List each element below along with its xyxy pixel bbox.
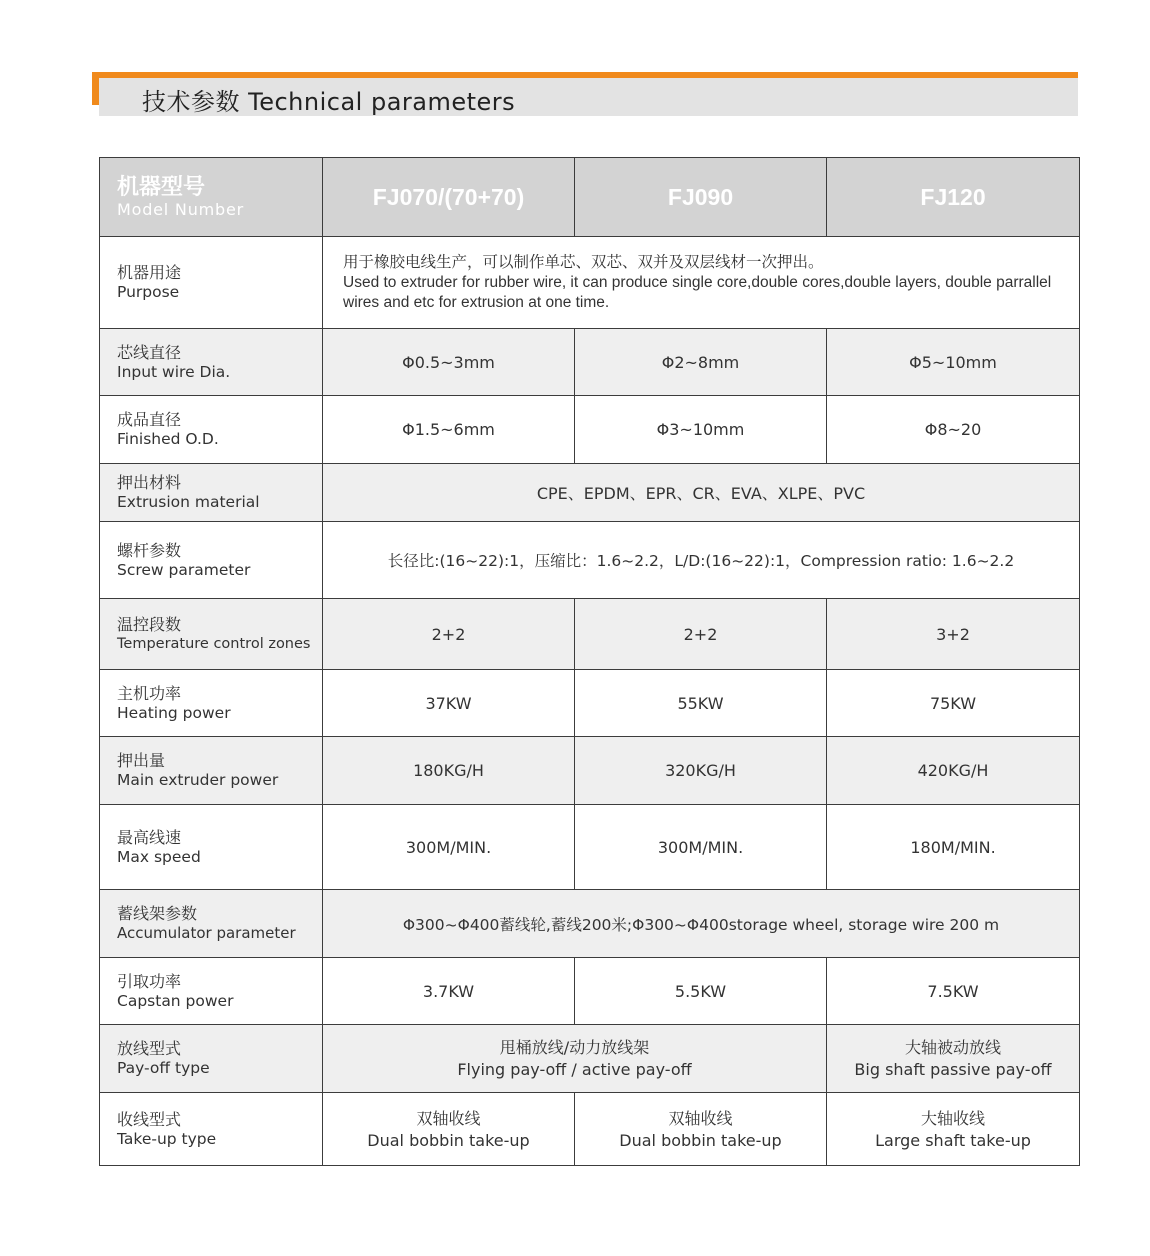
row-label-zh: 引取功率 xyxy=(117,971,182,991)
row-value: 2+2 xyxy=(575,599,827,670)
row-value-span xyxy=(323,237,1080,329)
row-label-zh: 温控段数 xyxy=(117,614,182,634)
table-row xyxy=(100,958,1080,1025)
payoff-last-en: Big shaft passive pay-off xyxy=(854,1060,1052,1079)
row-label-en: Pay-off type xyxy=(117,1059,210,1077)
row-value: Φ0.5~3mm xyxy=(323,329,575,396)
row-label xyxy=(100,1093,323,1166)
payoff-en: Flying pay-off / active pay-off xyxy=(457,1060,692,1079)
row-label xyxy=(100,329,323,396)
table-row xyxy=(100,890,1080,958)
row-label-zh: 蓄线架参数 xyxy=(117,904,198,923)
row-label xyxy=(100,737,323,805)
row-label-zh: 成品直径 xyxy=(117,410,182,429)
row-label-en: Take-up type xyxy=(117,1129,217,1148)
takeup-zh: 大轴收线 xyxy=(920,1108,985,1128)
row-label xyxy=(100,805,323,890)
row-value: Φ8~20 xyxy=(827,396,1080,464)
row-value: 300M/MIN. xyxy=(575,805,827,890)
row-value xyxy=(827,1093,1080,1166)
table-row xyxy=(100,599,1080,670)
table-row xyxy=(100,522,1080,599)
takeup-zh: 双轴收线 xyxy=(668,1108,733,1128)
row-label xyxy=(100,599,323,670)
row-value xyxy=(323,1093,575,1166)
row-value: 3.7KW xyxy=(323,958,575,1025)
row-label-en: Accumulator parameter xyxy=(117,924,296,942)
header-label-cell xyxy=(100,158,323,237)
row-label xyxy=(100,237,323,329)
row-value: 180KG/H xyxy=(323,737,575,805)
row-label xyxy=(100,670,323,737)
row-label-en: Input wire Dia. xyxy=(117,362,231,381)
row-value-span: Φ300~Φ400蓄线轮,蓄线200米;Φ300~Φ400storage wheel, storage wire 200 m xyxy=(323,890,1080,958)
table-row xyxy=(100,396,1080,464)
purpose-zh: 用于橡胶电线生产，可以制作单芯、双芯、双并及双层线材一次押出。 xyxy=(343,253,824,271)
page-title: 技术参数 Technical parameters xyxy=(142,88,516,116)
row-value: 5.5KW xyxy=(575,958,827,1025)
row-label-en: Capstan power xyxy=(117,991,234,1010)
row-value: 300M/MIN. xyxy=(323,805,575,890)
row-label-zh: 机器用途 xyxy=(117,263,182,282)
row-value: Φ2~8mm xyxy=(575,329,827,396)
row-label-zh: 放线型式 xyxy=(117,1039,182,1058)
row-label-en: Temperature control zones xyxy=(117,635,311,652)
row-value: Φ3~10mm xyxy=(575,396,827,464)
row-value: 180M/MIN. xyxy=(827,805,1080,890)
table-row xyxy=(100,1025,1080,1093)
row-label-zh: 押出材料 xyxy=(117,473,182,492)
row-label-zh: 螺杆参数 xyxy=(117,540,182,560)
table-row xyxy=(100,464,1080,522)
section-title-bar xyxy=(92,72,1078,116)
model-header-3: FJ120 xyxy=(827,158,1080,237)
row-value: 3+2 xyxy=(827,599,1080,670)
row-label xyxy=(100,396,323,464)
row-label xyxy=(100,890,323,958)
row-value-span: CPE、EPDM、EPR、CR、EVA、XLPE、PVC xyxy=(323,464,1080,522)
row-value: 420KG/H xyxy=(827,737,1080,805)
row-value-pair xyxy=(323,1025,827,1093)
header-label-zh: 机器型号 xyxy=(117,175,206,200)
row-label-en: Screw parameter xyxy=(117,560,251,579)
row-label-zh: 芯线直径 xyxy=(117,342,182,362)
row-label-en: Purpose xyxy=(117,283,180,301)
row-label-zh: 最高线速 xyxy=(117,827,182,847)
row-label-zh: 押出量 xyxy=(117,751,166,770)
row-label xyxy=(100,958,323,1025)
row-value: 37KW xyxy=(323,670,575,737)
table-row xyxy=(100,1093,1080,1166)
row-label xyxy=(100,464,323,522)
row-label-en: Extrusion material xyxy=(117,493,260,511)
row-label-en: Heating power xyxy=(117,703,231,722)
header-label-en: Model Number xyxy=(117,200,244,219)
takeup-en: Dual bobbin take-up xyxy=(619,1130,782,1150)
model-header-1: FJ070/(70+70) xyxy=(323,158,575,237)
row-label-en: Max speed xyxy=(117,847,201,866)
row-value xyxy=(575,1093,827,1166)
payoff-zh: 甩桶放线/动力放线架 xyxy=(499,1038,650,1057)
model-header-2: FJ090 xyxy=(575,158,827,237)
table-row xyxy=(100,805,1080,890)
row-value: Φ1.5~6mm xyxy=(323,396,575,464)
row-value: 7.5KW xyxy=(827,958,1080,1025)
row-label xyxy=(100,1025,323,1093)
row-label-zh: 收线型式 xyxy=(117,1109,182,1129)
payoff-last-zh: 大轴被动放线 xyxy=(904,1038,1001,1057)
row-label-zh: 主机功率 xyxy=(117,683,182,703)
row-value-span: 长径比:(16~22):1，压缩比：1.6~2.2，L/D:(16~22):1，Compression ratio: 1.6~2.2 xyxy=(323,522,1080,599)
row-label-en: Finished O.D. xyxy=(117,430,219,448)
row-value xyxy=(827,1025,1080,1093)
row-label-en: Main extruder power xyxy=(117,771,279,789)
purpose-en: Used to extruder for rubber wire, it can produce single core,double cores,double layers, double parrallel wires and etc for extrusion at one time. xyxy=(343,273,1052,311)
takeup-en: Dual bobbin take-up xyxy=(367,1130,530,1150)
row-value: 75KW xyxy=(827,670,1080,737)
table-row xyxy=(100,329,1080,396)
row-value: 320KG/H xyxy=(575,737,827,805)
row-value: 55KW xyxy=(575,670,827,737)
table-row xyxy=(100,237,1080,329)
table-header-row xyxy=(100,158,1080,237)
row-value: 2+2 xyxy=(323,599,575,670)
spec-table xyxy=(99,157,1080,1166)
takeup-en: Large shaft take-up xyxy=(875,1130,1031,1150)
table-row xyxy=(100,670,1080,737)
takeup-zh: 双轴收线 xyxy=(416,1108,481,1128)
title-accent-left xyxy=(92,72,99,105)
row-value: Φ5~10mm xyxy=(827,329,1080,396)
table-row xyxy=(100,737,1080,805)
row-label xyxy=(100,522,323,599)
